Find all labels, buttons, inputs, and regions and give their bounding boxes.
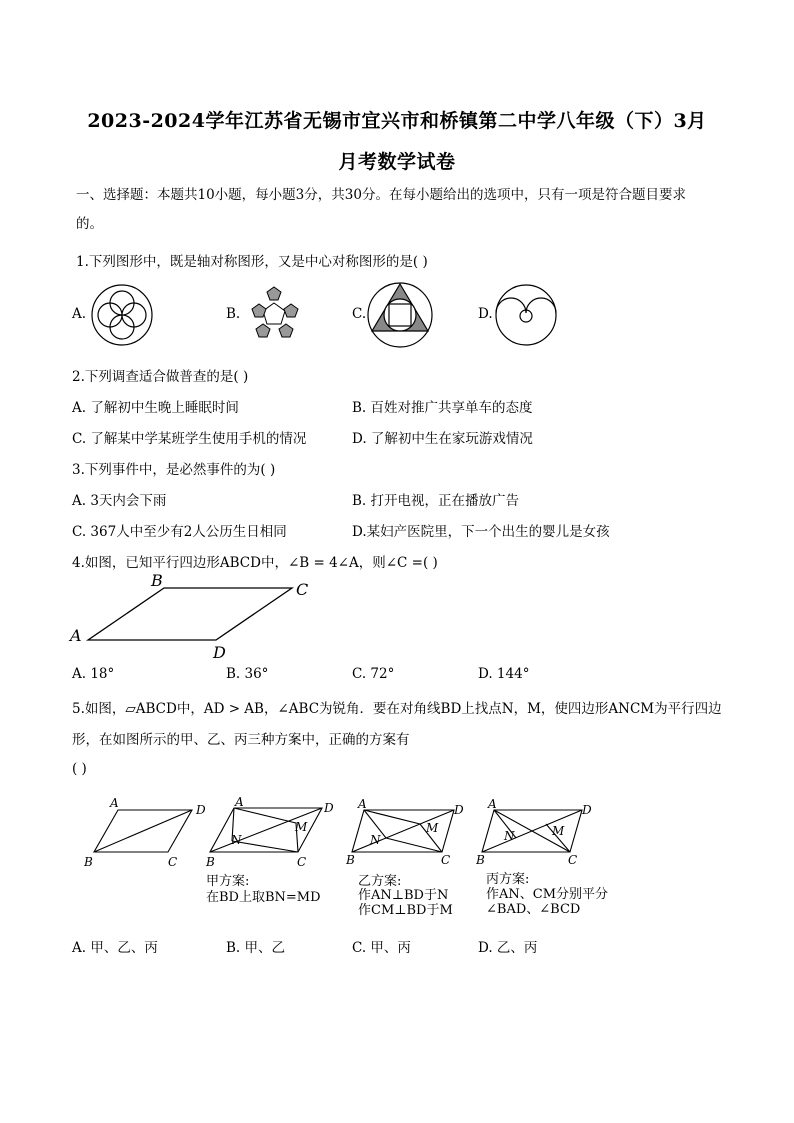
q1-option-c-figure (366, 281, 434, 349)
q4-option-a: A. 18° (72, 666, 115, 682)
page-title: 2023-2024学年江苏省无锡市宜兴市和桥镇第二中学八年级（下）3月 (87, 110, 707, 132)
question-5-stem-line3: ( ) (72, 761, 87, 777)
q4-option-b: B. 36° (226, 666, 269, 682)
q5-option-d: D. 乙、丙 (478, 940, 538, 956)
q5-f2-label-d: D (324, 801, 334, 815)
plan-jia-desc-1: 在BD上取BN=MD (206, 890, 321, 905)
q5-f3-label-a: A (358, 797, 367, 811)
q5-figure-jia (204, 796, 338, 868)
q2-option-d: D. 了解初中生在家玩游戏情况 (352, 431, 533, 447)
q5-f2-label-b: B (206, 855, 215, 868)
q5-f1-label-d: D (196, 803, 206, 817)
q1-option-a-figure (88, 283, 156, 347)
q2-option-c: C. 了解某中学某班学生使用手机的情况 (72, 431, 307, 447)
plan-bing-desc-2: ∠BAD、∠BCD (486, 902, 581, 917)
q2-option-a: A. 了解初中生晚上睡眠时间 (72, 400, 239, 416)
q5-option-a: A. 甲、乙、丙 (72, 940, 158, 956)
q3-option-c: C. 367人中至少有2人公历生日相同 (72, 524, 287, 540)
plan-yi-desc-1: 作AN⊥BD于N (358, 888, 449, 903)
q4-label-d: D (213, 643, 226, 662)
q4-option-c: C. 72° (352, 666, 395, 682)
section-instruction-line2: 的。 (76, 216, 103, 232)
q5-f3-label-c: C (441, 853, 451, 867)
q4-label-b: B (151, 572, 163, 590)
q5-figure-bing (476, 796, 600, 868)
q5-option-c: C. 甲、丙 (352, 940, 411, 956)
q3-option-a: A. 3天内会下雨 (72, 493, 167, 509)
q1-option-d-figure (494, 283, 558, 347)
plan-yi-desc-2: 作CM⊥BD于M (358, 903, 453, 918)
q5-f3-label-d: D (454, 803, 464, 817)
section-instruction-line1: 一、选择题：本题共10小题，每小题3分，共30分。在每小题给出的选项中，只有一项是符合题目要求 (76, 187, 686, 203)
question-1-stem: 1.下列图形中，既是轴对称图形，又是中心对称图形的是( ) (76, 254, 428, 270)
q5-f4-label-n: N (504, 829, 515, 843)
q5-f1-label-a: A (110, 796, 119, 810)
page-subtitle: 月考数学试卷 (338, 151, 456, 173)
q5-f4-label-b: B (476, 853, 485, 867)
q5-f4-label-c: C (568, 853, 578, 867)
q5-figure-base (80, 796, 214, 868)
plan-bing-title: 丙方案: (486, 872, 530, 887)
question-4-stem: 4.如图，已知平行四边形ABCD中，∠B = 4∠A，则∠C =( ) (72, 555, 438, 571)
q5-f4-label-d: D (582, 803, 592, 817)
plan-jia-title: 甲方案: (206, 874, 250, 889)
q2-option-b: B. 百姓对推广共享单车的态度 (352, 400, 533, 416)
q1-option-a-label: A. (72, 306, 87, 322)
q1-option-c-label: C. (352, 306, 367, 322)
q5-f2-label-n: N (231, 833, 242, 847)
q1-option-d-label: D. (478, 306, 493, 322)
q4-parallelogram-figure (66, 572, 326, 664)
question-5-stem-line2: 形，在如图所示的甲、乙、丙三种方案中，正确的方案有 (72, 732, 410, 748)
q5-f4-label-a: A (488, 797, 497, 811)
q5-f3-label-b: B (346, 853, 355, 867)
q5-f4-label-m: M (552, 824, 565, 838)
q3-option-b: B. 打开电视，正在播放广告 (352, 493, 520, 509)
q5-f2-label-c: C (297, 855, 307, 868)
q1-option-b-figure (242, 283, 306, 347)
q3-option-d: D.某妇产医院里，下一个出生的婴儿是女孩 (352, 524, 610, 540)
q5-option-b: B. 甲、乙 (226, 940, 286, 956)
q5-figure-yi (346, 796, 470, 868)
q4-label-c: C (296, 580, 309, 599)
question-2-stem: 2.下列调查适合做普查的是( ) (72, 369, 249, 385)
q5-f3-label-n: N (370, 833, 381, 847)
q1-option-b-label: B. (226, 306, 241, 322)
q5-f1-label-c: C (168, 855, 178, 868)
q4-label-a: A (70, 626, 82, 645)
q4-option-d: D. 144° (478, 666, 530, 682)
plan-yi-title: 乙方案: (358, 874, 402, 889)
q5-f2-label-m: M (295, 820, 308, 834)
q5-f1-label-b: B (84, 855, 93, 868)
q5-f2-label-a: A (235, 796, 244, 809)
question-5-stem-line1: 5.如图，▱ABCD中，AD > AB，∠ABC为锐角．要在对角线BD上找点N，M，使四边形ANCM为平行四边 (72, 701, 722, 717)
question-3-stem: 3.下列事件中，是必然事件的为( ) (72, 462, 276, 478)
plan-bing-desc-1: 作AN、CM分别平分 (486, 887, 609, 902)
q5-f3-label-m: M (426, 821, 439, 835)
